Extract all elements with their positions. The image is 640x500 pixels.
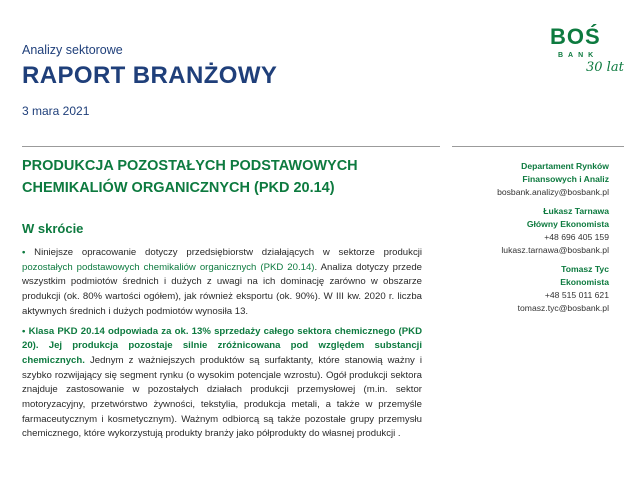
- department-email[interactable]: bosbank.analizy@bosbank.pl: [497, 187, 609, 197]
- contact-email[interactable]: lukasz.tarnawa@bosbank.pl: [501, 245, 609, 255]
- contact-phone: +48 696 405 159: [544, 232, 609, 242]
- report-date: 3 mara 2021: [22, 104, 90, 118]
- contact-name: Tomasz Tyc: [561, 264, 609, 274]
- p2-text-b: Jednym z ważniejszych produktów są surfaktanty, które stanowią ważny i szybko rozwijający się segment rynku (o wysokim potencjale wzrostu). Ogół produkcji sektora znajduje zastosowanie w pozostałych działach produkcji przemysłowej (m.in. sektor motoryzacyjny, przetwórstwo żywności, tekstylia, produkcja metali, a także w przemyśle farmaceutycznym i kosmetycznym). Ważnym odbiorcą są także pozostałe grupy przemysłu chemicznego, które wykorzystują produkty branży jako półprodukty do własnej produkcji .: [22, 354, 422, 440]
- summary-body: [22, 246, 422, 447]
- contact-email[interactable]: tomasz.tyc@bosbank.pl: [517, 303, 609, 313]
- bullet-icon: •: [22, 325, 26, 337]
- contact-name: Łukasz Tarnawa: [543, 206, 609, 216]
- logo-sub: BANK: [558, 52, 599, 59]
- report-title-line1: PRODUKCJA POZOSTAŁYCH PODSTAWOWYCH: [22, 158, 358, 174]
- p1-text-a: Niniejsze opracowanie dotyczy przedsiębiorstw działających w sektorze produkcji: [34, 247, 422, 258]
- report-title-line2: CHEMIKALIÓW ORGANICZNYCH (PKD 20.14): [22, 180, 335, 196]
- logo-tagline: 30 lat: [586, 60, 624, 75]
- p1-text-c: . Analiza dotyczy przede wszystkim podmiotów średnich i dużych z uwagi na ich dominację zarówno w obszarze produkcji (ok. 80% wartości ogółem), jak również eksportu (ok. 90%). W III kw. 2020 r. liczba aktywnych średnich i dużych podmiotów wynosiła 13.: [22, 261, 422, 317]
- contact-sidebar: [452, 160, 609, 315]
- summary-paragraph-2: [22, 325, 422, 443]
- report-category: Analizy sektorowe: [22, 43, 123, 57]
- bullet-icon: •: [22, 247, 26, 258]
- p1-highlight: pozostałych podstawowych chemikaliów organicznych (PKD 20.14): [22, 261, 315, 273]
- department-name-line1: Departament Rynków: [521, 161, 609, 171]
- summary-paragraph-1: [22, 246, 422, 320]
- contact-role: Ekonomista: [560, 277, 609, 287]
- department-name-line2: Finansowych i Analiz: [522, 174, 609, 184]
- summary-heading: W skrócie: [22, 221, 84, 236]
- report-title: [22, 155, 442, 199]
- contact-role: Główny Ekonomista: [526, 219, 609, 229]
- bank-logo: [546, 24, 632, 90]
- p2-highlight: Klasa PKD 20.14 odpowiada za ok. 13% sprzedaży całego sektora chemicznego (PKD 20). Jej produkcja pozostaje silnie zróżnicowana pod względem substancji chemicznych.: [22, 325, 422, 366]
- page-title: RAPORT BRANŻOWY: [22, 62, 278, 89]
- sidebar-divider: [452, 146, 624, 147]
- main-divider: [22, 146, 440, 147]
- logo-brand: BOŚ: [550, 24, 601, 49]
- contact-phone: +48 515 011 621: [544, 290, 609, 300]
